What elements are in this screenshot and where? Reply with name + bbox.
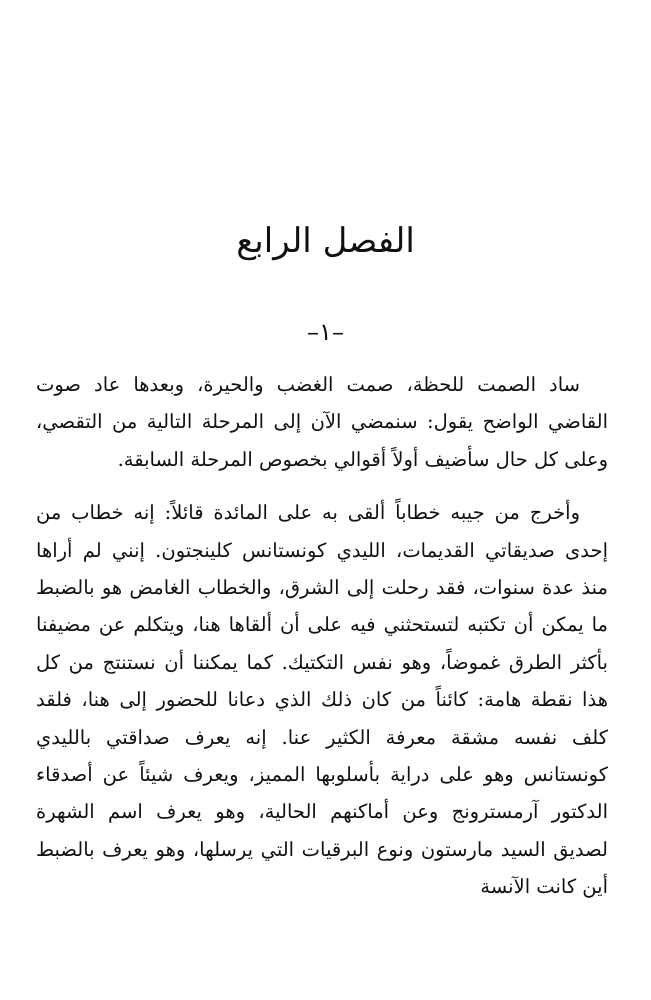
chapter-title: الفصل الرابع — [236, 221, 415, 261]
body-text — [36, 366, 608, 906]
paragraph: ساد الصمت للحظة، صمت الغضب والحيرة، وبعدها عاد صوت القاضي الواضح يقول: سنمضي الآن إلى المرحلة التالية من التقصي، وعلى كل حال سأضيف أولاً أقوالي بخصوص المرحلة السابقة. — [36, 373, 608, 471]
section-number: –١– — [307, 318, 344, 346]
paragraph: وأخرج من جيبه خطاباً ألقى به على المائدة قائلاً: إنه خطاب من إحدى صديقاتي القديمات، الليدي كونستانس كلينجتون. إنني لم أراها منذ عدة سنوات، فقد رحلت إلى الشرق، والخطاب الغامض هو بالضبط ما يمكن أن تكتبه لتستحثني فيه على أن ألقاها هنا، ويتكلم عن مضيفنا بأكثر الطرق غموضاً، وهو نفس التكتيك. كما يمكننا أن نستنتج من كل هذا نقطة هامة: كائناً من كان ذلك الذي دعانا للحضور إلى هنا، فلقد كلف نفسه مشقة معرفة الكثير عنا. إنه يعرف صداقتي بالليدي كونستانس وهو على دراية بأسلوبها المميز، ويعرف شيئاً عن أصدقاء الدكتور آرمسترونج وعن أماكنهم الحالية، وهو يعرف اسم الشهرة لصديق السيد مارستون ونوع البرقيات التي يرسلها، وهو يعرف بالضبط أين كانت الآنسة — [36, 501, 608, 899]
